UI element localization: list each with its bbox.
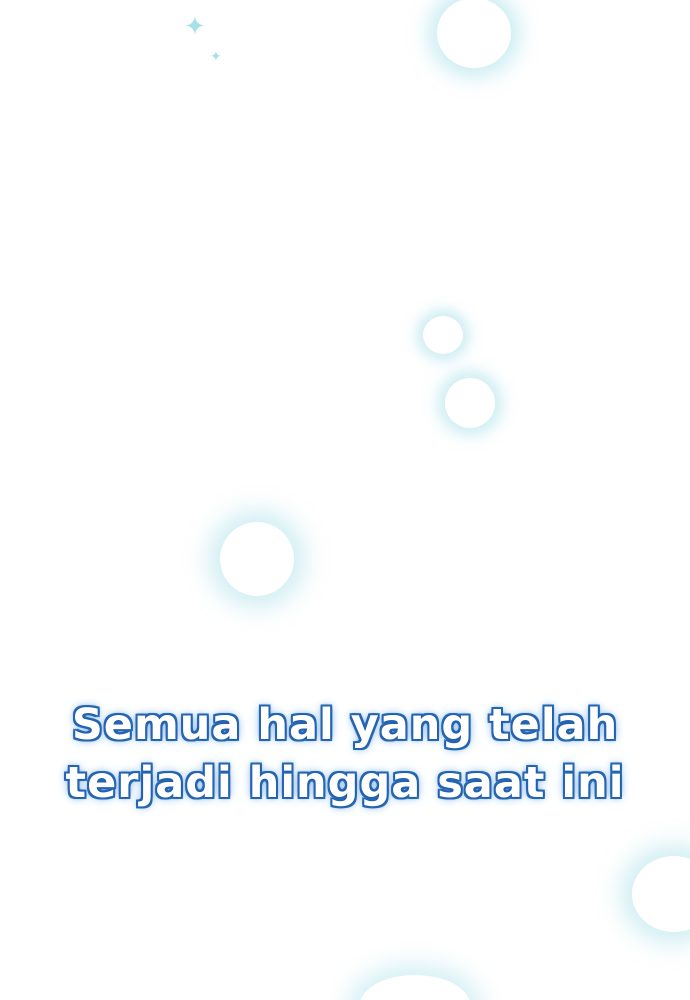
glowing-orb-top (437, 0, 511, 68)
glowing-orb-middle (220, 522, 294, 596)
caption-line-1: Semua hal yang telah (71, 700, 619, 750)
caption-line-2: terjadi hingga saat ini (65, 758, 625, 808)
glowing-orb-bottom-center (360, 975, 470, 1000)
glowing-orb-small-lower (445, 378, 495, 428)
sparkle-icon: ✦ (210, 49, 222, 65)
sparkle-icon: ✦ (184, 12, 206, 42)
narration-caption (0, 696, 690, 812)
glowing-orb-bottom-right (632, 856, 690, 932)
glowing-orb-small-upper (423, 316, 463, 354)
